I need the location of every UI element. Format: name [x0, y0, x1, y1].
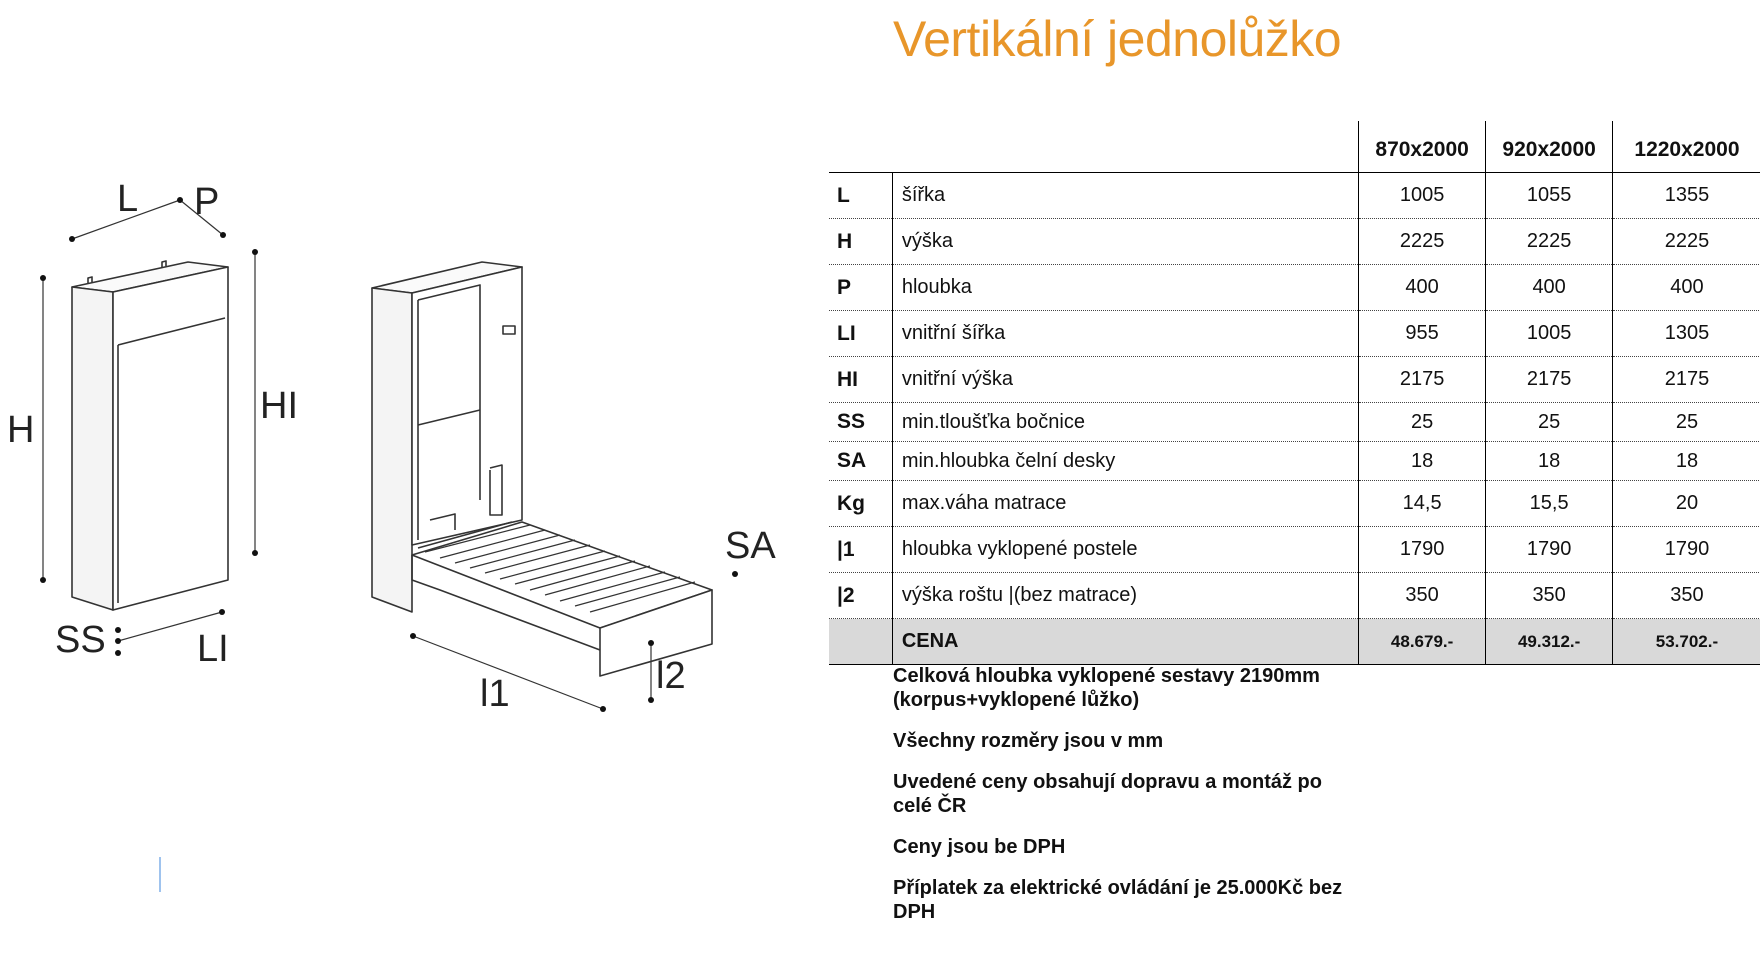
row-label: výška [892, 219, 1358, 265]
cell-value: 400 [1358, 265, 1486, 311]
row-code: L [829, 173, 892, 219]
table-row [829, 442, 1760, 481]
table-row [829, 311, 1760, 357]
row-label: šířka [892, 173, 1358, 219]
row-code: SA [829, 442, 892, 481]
bed-diagrams [0, 0, 800, 954]
spec-table [829, 121, 1760, 665]
notes [893, 664, 1353, 941]
cell-value: 2175 [1612, 357, 1760, 403]
cell-value: 18 [1358, 442, 1486, 481]
cell-value: 25 [1612, 403, 1760, 442]
label-SA: SA [725, 525, 776, 567]
label-LI: LI [197, 628, 229, 670]
cell-value: 2225 [1612, 219, 1760, 265]
price-value: 48.679.- [1358, 619, 1486, 665]
table-row [829, 357, 1760, 403]
table-row [829, 265, 1760, 311]
row-code: P [829, 265, 892, 311]
cell-value: 1790 [1612, 527, 1760, 573]
table-header-row [829, 121, 1760, 173]
label-H: H [7, 409, 35, 451]
table-row [829, 403, 1760, 442]
cell-value: 1005 [1486, 311, 1613, 357]
price-value: 53.702.- [1612, 619, 1760, 665]
price-row [829, 619, 1760, 665]
column-header: 1220x2000 [1612, 121, 1760, 173]
label-HI: HI [260, 385, 298, 427]
cell-value: 2225 [1486, 219, 1613, 265]
closed-cabinet-drawing [72, 261, 228, 610]
cell-value: 955 [1358, 311, 1486, 357]
column-header: 870x2000 [1358, 121, 1486, 173]
row-code: HI [829, 357, 892, 403]
cell-value: 350 [1358, 573, 1486, 619]
row-label: max.váha matrace [892, 481, 1358, 527]
price-value: 49.312.- [1486, 619, 1613, 665]
row-code: |2 [829, 573, 892, 619]
cell-value: 1790 [1358, 527, 1486, 573]
cell-value: 1305 [1612, 311, 1760, 357]
row-label: min.hloubka čelní desky [892, 442, 1358, 481]
cell-value: 15,5 [1486, 481, 1613, 527]
price-label: CENA [892, 619, 1358, 665]
cell-value: 1005 [1358, 173, 1486, 219]
open-bed-drawing [372, 262, 712, 676]
page-title: Vertikální jednolůžko [893, 11, 1342, 67]
label-l2: l2 [656, 655, 686, 697]
cell-value: 2175 [1486, 357, 1613, 403]
label-P: P [194, 181, 220, 223]
row-code: |1 [829, 527, 892, 573]
row-label: vnitřní šířka [892, 311, 1358, 357]
row-label: hloubka vyklopené postele [892, 527, 1358, 573]
row-code: Kg [829, 481, 892, 527]
cell-value: 1790 [1486, 527, 1613, 573]
cell-value: 25 [1486, 403, 1613, 442]
row-label: vnitřní výška [892, 357, 1358, 403]
label-L: L [117, 178, 139, 220]
note: Příplatek za elektrické ovládání je 25.000Kč bez DPH [893, 877, 1343, 923]
cell-value: 1355 [1612, 173, 1760, 219]
row-code: H [829, 219, 892, 265]
table-row [829, 573, 1760, 619]
row-label: min.tloušťka bočnice [892, 403, 1358, 442]
row-label: hloubka [892, 265, 1358, 311]
cell-value: 14,5 [1358, 481, 1486, 527]
table-row [829, 527, 1760, 573]
column-header: 920x2000 [1486, 121, 1613, 173]
cell-value: 1055 [1486, 173, 1613, 219]
cell-value: 25 [1358, 403, 1486, 442]
cell-value: 18 [1612, 442, 1760, 481]
label-l1: l1 [480, 673, 510, 715]
note: Celková hloubka vyklopené sestavy 2190mm (korpus+vyklopené lůžko) [893, 665, 1320, 711]
cell-value: 400 [1612, 265, 1760, 311]
label-SS: SS [55, 619, 106, 661]
cell-value: 350 [1612, 573, 1760, 619]
row-label: výška roštu |(bez matrace) [892, 573, 1358, 619]
note: Uvedené ceny obsahují dopravu a montáž po celé ČR [893, 771, 1322, 817]
note: Všechny rozměry jsou v mm [893, 730, 1164, 752]
cell-value: 2225 [1358, 219, 1486, 265]
cell-value: 2175 [1358, 357, 1486, 403]
table-row [829, 219, 1760, 265]
row-code: SS [829, 403, 892, 442]
cell-value: 18 [1486, 442, 1613, 481]
table-row [829, 173, 1760, 219]
text-cursor [159, 857, 161, 892]
table-row [829, 481, 1760, 527]
row-code: LI [829, 311, 892, 357]
cell-value: 400 [1486, 265, 1613, 311]
cell-value: 350 [1486, 573, 1613, 619]
note: Ceny jsou be DPH [893, 836, 1066, 858]
cell-value: 20 [1612, 481, 1760, 527]
